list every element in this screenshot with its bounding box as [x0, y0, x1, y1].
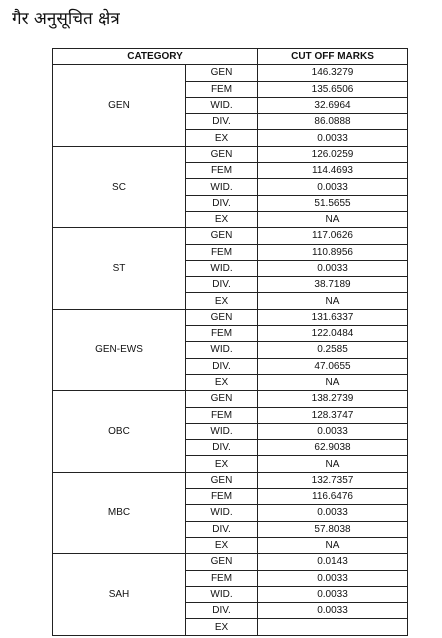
cutoff-mark-cell: 0.0033: [258, 603, 408, 619]
cutoff-mark-cell: 114.4693: [258, 163, 408, 179]
cutoff-mark-cell: 0.0033: [258, 570, 408, 586]
cutoff-mark-cell: 110.8956: [258, 244, 408, 260]
subcategory-cell: WID.: [186, 423, 258, 439]
subcategory-cell: FEM: [186, 570, 258, 586]
cutoff-mark-cell: 138.2739: [258, 391, 408, 407]
table-body: [53, 65, 408, 635]
subcategory-cell: GEN: [186, 391, 258, 407]
table-row: [53, 309, 408, 325]
subcategory-cell: GEN: [186, 146, 258, 162]
subcategory-cell: WID.: [186, 505, 258, 521]
subcategory-cell: DIV.: [186, 114, 258, 130]
page-heading: गैर अनुसूचित क्षेत्र: [12, 9, 120, 29]
subcategory-cell: EX: [186, 619, 258, 635]
cutoff-mark-cell: 38.7189: [258, 277, 408, 293]
cutoff-mark-cell: 135.6506: [258, 81, 408, 97]
subcategory-cell: DIV.: [186, 195, 258, 211]
cutoff-mark-cell: 62.9038: [258, 440, 408, 456]
cutoff-mark-cell: 0.0033: [258, 505, 408, 521]
cutoff-mark-cell: 117.0626: [258, 228, 408, 244]
subcategory-cell: DIV.: [186, 440, 258, 456]
subcategory-cell: WID.: [186, 586, 258, 602]
category-cell: OBC: [53, 391, 186, 472]
subcategory-cell: WID.: [186, 179, 258, 195]
cutoff-mark-cell: [258, 619, 408, 635]
cutoff-mark-cell: 47.0655: [258, 358, 408, 374]
table-row: [53, 472, 408, 488]
header-category: CATEGORY: [53, 49, 258, 65]
subcategory-cell: WID.: [186, 260, 258, 276]
cutoff-mark-cell: NA: [258, 456, 408, 472]
cutoff-mark-cell: 0.0033: [258, 260, 408, 276]
subcategory-cell: WID.: [186, 97, 258, 113]
cutoff-mark-cell: 122.0484: [258, 326, 408, 342]
subcategory-cell: FEM: [186, 407, 258, 423]
subcategory-cell: FEM: [186, 163, 258, 179]
subcategory-cell: GEN: [186, 554, 258, 570]
subcategory-cell: GEN: [186, 65, 258, 81]
subcategory-cell: DIV.: [186, 521, 258, 537]
table-row: [53, 146, 408, 162]
table-row: [53, 554, 408, 570]
cutoff-mark-cell: NA: [258, 211, 408, 227]
category-cell: MBC: [53, 472, 186, 553]
subcategory-cell: FEM: [186, 81, 258, 97]
category-cell: ST: [53, 228, 186, 309]
header-cutoff-marks: CUT OFF MARKS: [258, 49, 408, 65]
cutoff-mark-cell: 32.6964: [258, 97, 408, 113]
subcategory-cell: EX: [186, 374, 258, 390]
subcategory-cell: EX: [186, 211, 258, 227]
cutoff-marks-table: [52, 48, 408, 636]
category-cell: SC: [53, 146, 186, 227]
subcategory-cell: GEN: [186, 309, 258, 325]
subcategory-cell: FEM: [186, 489, 258, 505]
cutoff-mark-cell: NA: [258, 293, 408, 309]
subcategory-cell: GEN: [186, 228, 258, 244]
cutoff-mark-cell: 146.3279: [258, 65, 408, 81]
cutoff-mark-cell: 57.8038: [258, 521, 408, 537]
cutoff-mark-cell: NA: [258, 537, 408, 553]
cutoff-mark-cell: NA: [258, 374, 408, 390]
table-row: [53, 65, 408, 81]
subcategory-cell: GEN: [186, 472, 258, 488]
cutoff-mark-cell: 0.0033: [258, 179, 408, 195]
table-row: [53, 391, 408, 407]
subcategory-cell: FEM: [186, 326, 258, 342]
subcategory-cell: DIV.: [186, 277, 258, 293]
subcategory-cell: EX: [186, 293, 258, 309]
cutoff-mark-cell: 126.0259: [258, 146, 408, 162]
table-header-row: [53, 49, 408, 65]
subcategory-cell: DIV.: [186, 358, 258, 374]
subcategory-cell: EX: [186, 537, 258, 553]
subcategory-cell: DIV.: [186, 603, 258, 619]
subcategory-cell: WID.: [186, 342, 258, 358]
subcategory-cell: EX: [186, 456, 258, 472]
cutoff-mark-cell: 0.0033: [258, 423, 408, 439]
cutoff-mark-cell: 86.0888: [258, 114, 408, 130]
subcategory-cell: FEM: [186, 244, 258, 260]
category-cell: SAH: [53, 554, 186, 635]
cutoff-mark-cell: 132.7357: [258, 472, 408, 488]
cutoff-mark-cell: 128.3747: [258, 407, 408, 423]
table-row: [53, 228, 408, 244]
cutoff-mark-cell: 131.6337: [258, 309, 408, 325]
cutoff-mark-cell: 0.0033: [258, 130, 408, 146]
cutoff-mark-cell: 0.0033: [258, 586, 408, 602]
category-cell: GEN: [53, 65, 186, 146]
cutoff-mark-cell: 0.0143: [258, 554, 408, 570]
cutoff-mark-cell: 116.6476: [258, 489, 408, 505]
cutoff-mark-cell: 0.2585: [258, 342, 408, 358]
category-cell: GEN-EWS: [53, 309, 186, 390]
subcategory-cell: EX: [186, 130, 258, 146]
cutoff-mark-cell: 51.5655: [258, 195, 408, 211]
